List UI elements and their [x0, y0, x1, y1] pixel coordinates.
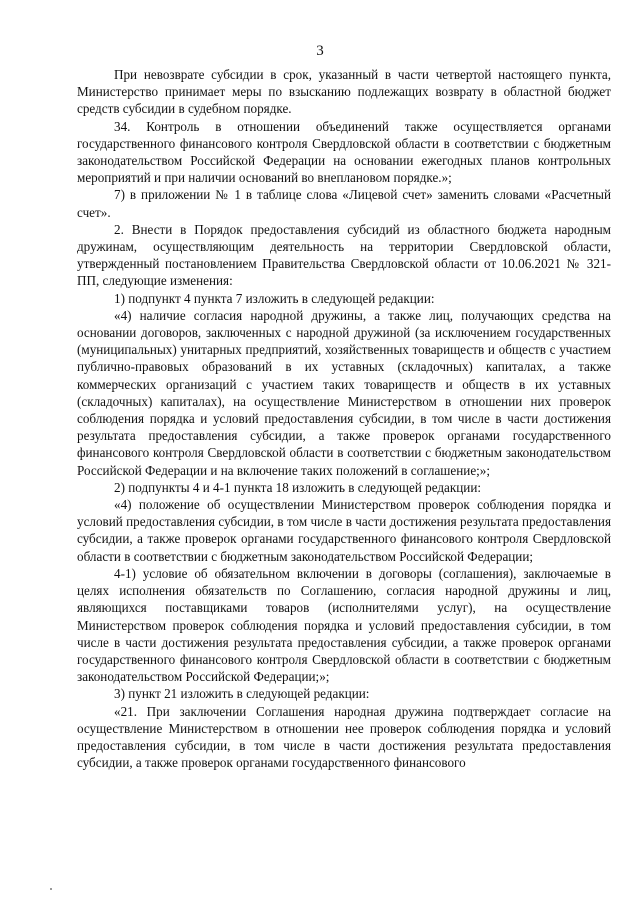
paragraph: 2. Внести в Порядок предоставления субсидий из областного бюджета народным дружинам, осуществляющим деятельность на территории Свердловской области, утвержденный постановлением Правительства Свердловской области от 10.06.2021 № 321-ПП, следующие изменения: [77, 221, 611, 289]
paragraph: 3) пункт 21 изложить в следующей редакции: [114, 686, 370, 702]
document-body [77, 66, 611, 771]
paragraph: 4-1) условие об обязательном включении в договоры (соглашения), заключаемые в целях исполнения обязательств по Соглашению, согласия народной дружины и лиц, являющихся поставщиками товаров (исполнителями услуг), на осуществление Министерством проверок соблюдения порядка и условий предоставления субсидии, в том числе в части достижения результата предоставления субсидии, а также проверок органами государственного финансового контроля Свердловской области в соответствии с бюджетным законодательством Российской Федерации;»; [77, 565, 611, 685]
paragraph: 34. Контроль в отношении объединений также осуществляется органами государственного финансового контроля Свердловской области в соответствии с бюджетным законодательством Российской Федерации на основании ежегодных планов контрольных мероприятий и при наличии оснований во внеплановом порядке.»; [77, 118, 611, 186]
paragraph: При невозврате субсидии в срок, указанный в части четвертой настоящего пункта, Министерство принимает меры по взысканию подлежащих возврату в областной бюджет средств субсидии в судебном порядке. [77, 67, 611, 117]
paragraph: 7) в приложении № 1 в таблице слова «Лицевой счет» заменить словами «Расчетный счет». [77, 187, 611, 220]
paragraph: 2) подпункты 4 и 4-1 пункта 18 изложить в следующей редакции: [114, 479, 482, 495]
paragraph: «4) наличие согласия народной дружины, а также лиц, получающих средства на основании договоров, заключенных с народной дружиной (за исключением государственных (муниципальных) унитарных предприятий, хозяйственных товариществ и обществ с участием публично-правовых образований в их уставных (складочных) капиталах, а также коммерческих организаций с участием таких товариществ и обществ в их уставных (складочных) капиталах), на осуществление Министерством в отношении них проверок соблюдения порядка и условий предоставления субсидии, в том числе в части достижения результата предоставления субсидии, а также проверок органами государственного финансового контроля Свердловской области в соответствии с бюджетным законодательством Российской Федерации и на включение таких положений в соглашение;»; [77, 307, 611, 478]
page-number: 3 [316, 43, 324, 59]
paragraph: «21. При заключении Соглашения народная дружина подтверждает согласие на осуществление Министерством в отношении нее проверок соблюдения порядка и условий предоставления субсидии, в том числе в части достижения результата предоставления субсидии, а также проверок органами государственного финансового [77, 703, 611, 771]
paragraph: 1) подпункт 4 пункта 7 изложить в следующей редакции: [114, 290, 435, 306]
paragraph: «4) положение об осуществлении Министерством проверок соблюдения порядка и условий предоставления субсидии, в том числе в части достижения результата предоставления субсидии, а также проверок органами государственного финансового контроля Свердловской области в соответствии с бюджетным законодательством Российской Федерации; [77, 497, 611, 564]
scan-speck [50, 888, 52, 890]
